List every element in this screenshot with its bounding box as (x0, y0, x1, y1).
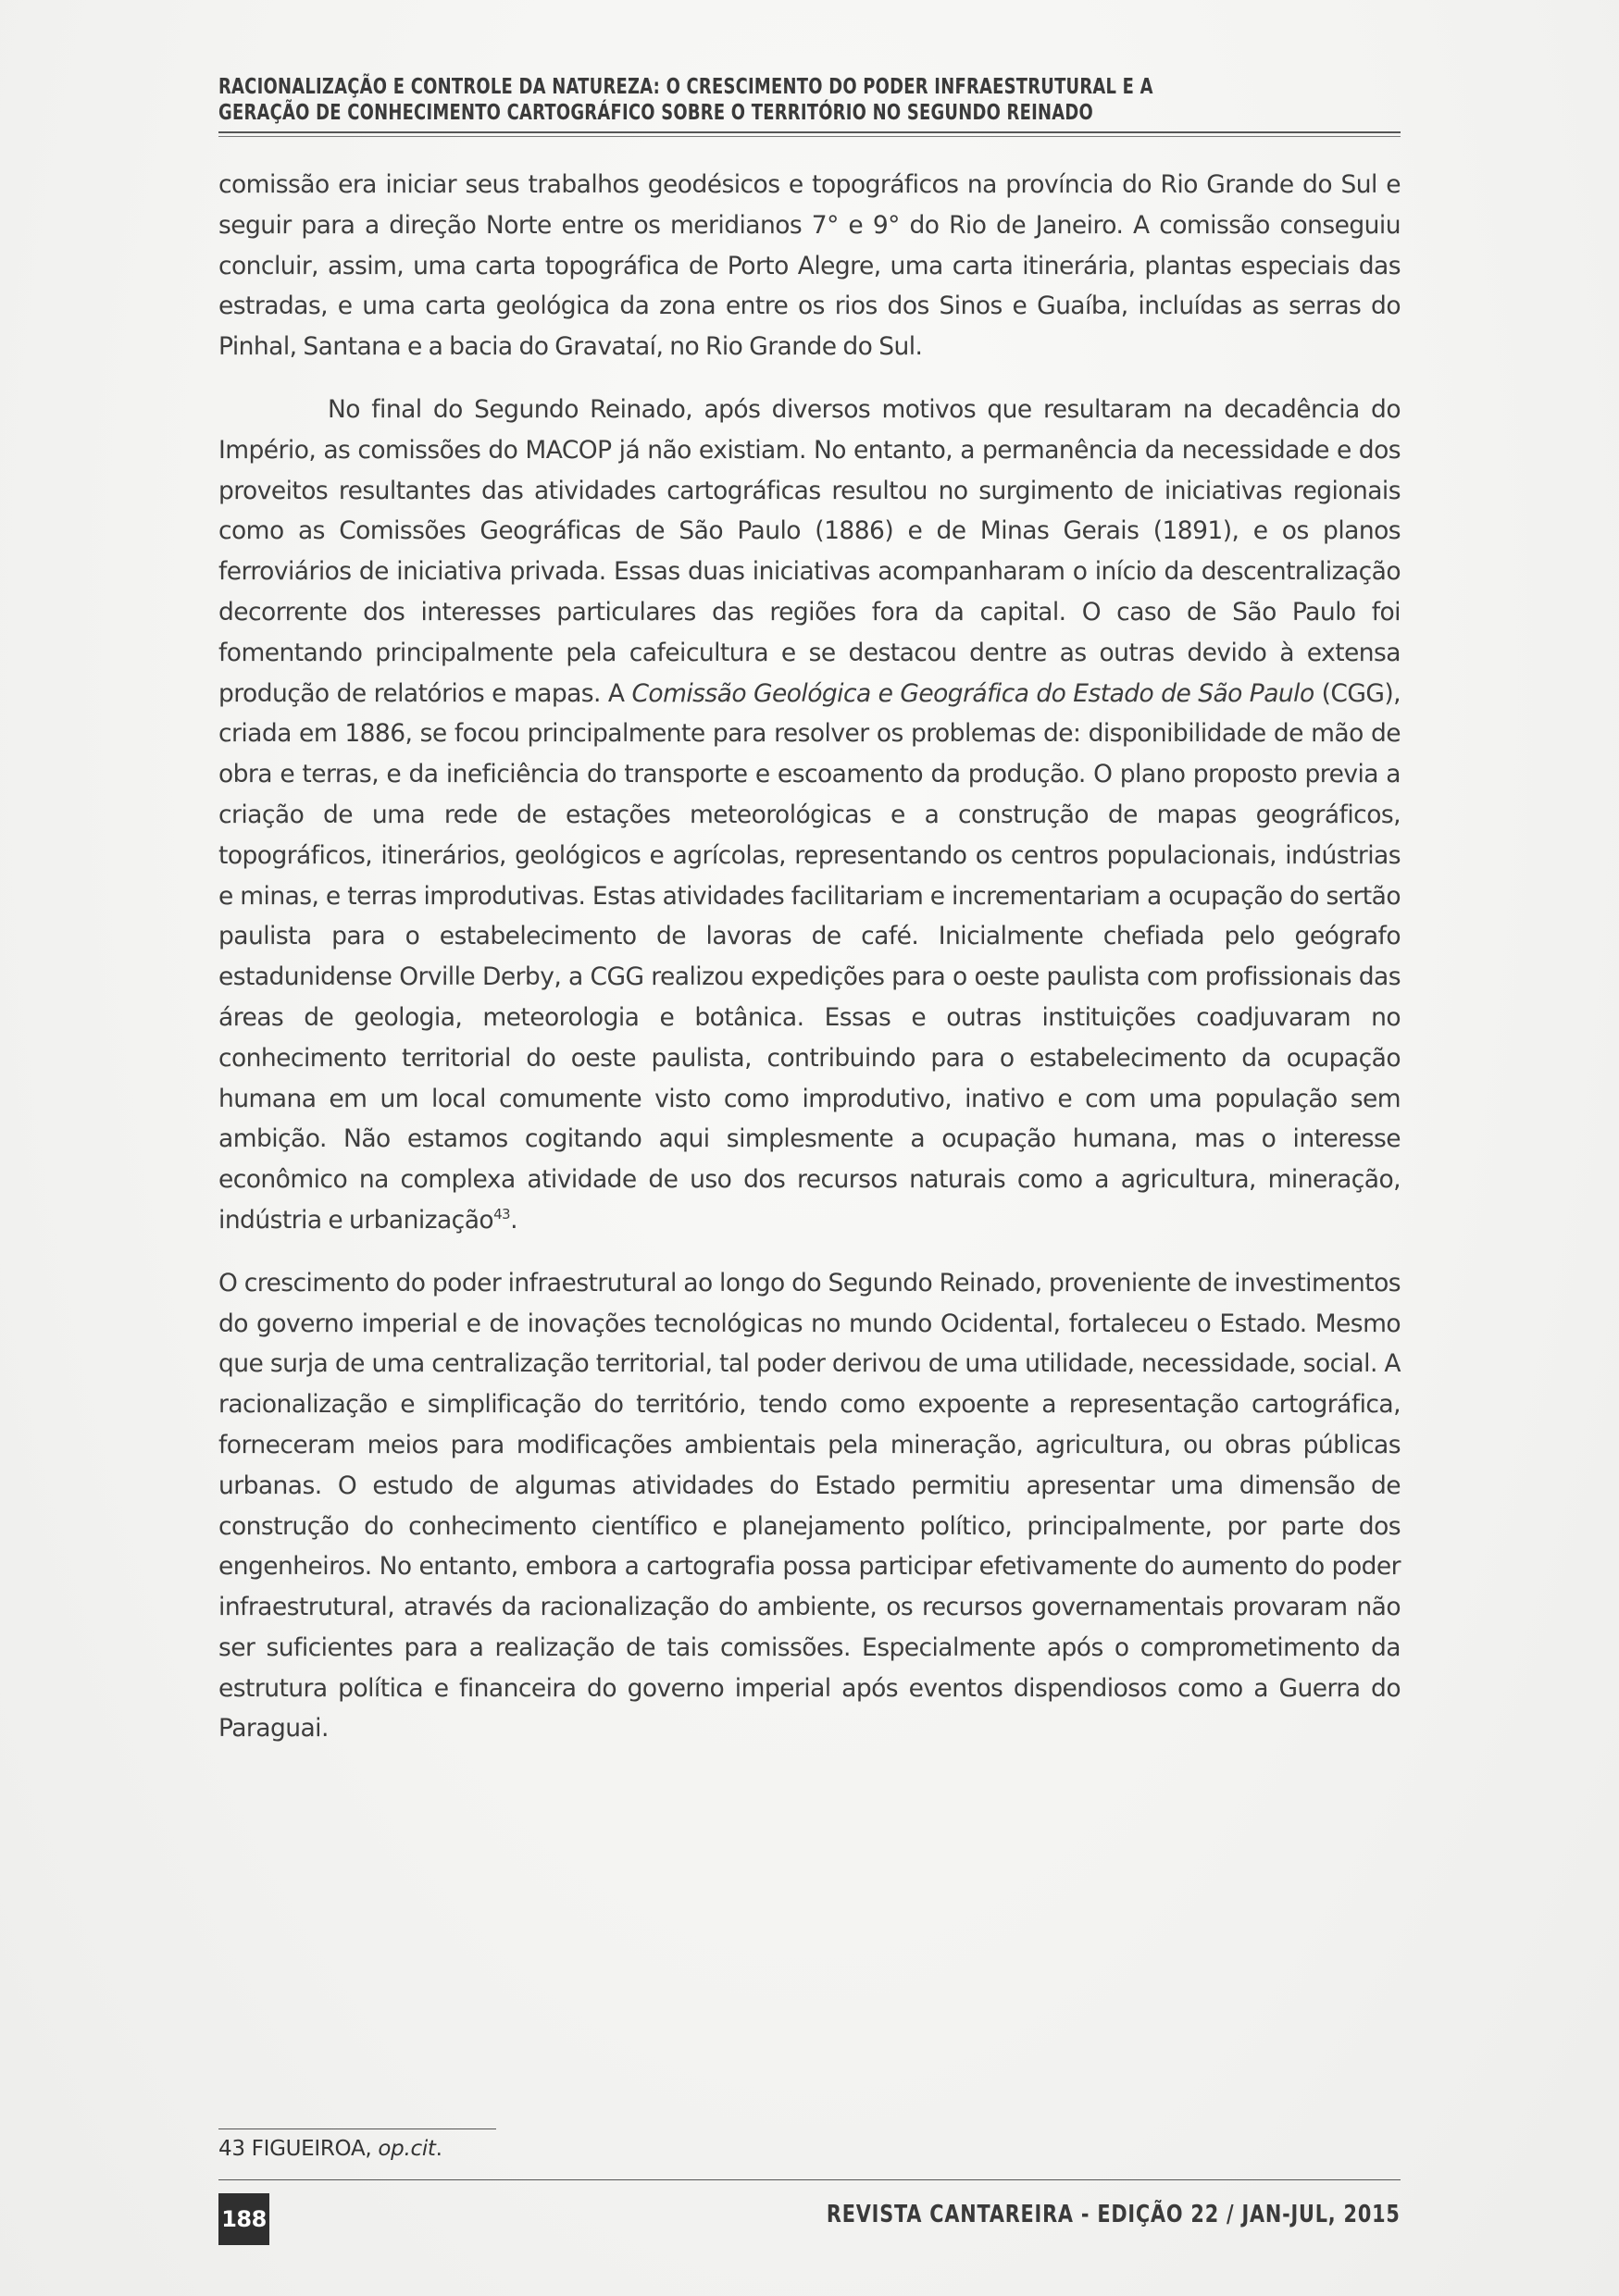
paragraph-1: comissão era iniciar seus trabalhos geodésicos e topográficos na província do Rio Grande do Sul e seguir para a direção Norte entre os meridianos 7° e 9° do Rio de Janeiro. A comissão conseguiu concluir, assim, uma carta topográfica de Porto Alegre, uma carta itinerária, plantas especiais das estradas, e uma carta geológica da zona entre os rios dos Sinos e Guaíba, incluídas as serras do Pinhal, Santana e a bacia do Gravataí, no Rio Grande do Sul. (218, 170, 1401, 362)
footnote-reference-43[interactable]: 43 (493, 1206, 511, 1223)
page-number: 188 (218, 2193, 269, 2245)
paragraph-2 (218, 390, 1401, 1241)
journal-info: REVISTA CANTAREIRA - EDIÇÃO 22 / JAN-JUL, 2015 (827, 2201, 1401, 2228)
paragraph-2-end: . (510, 1205, 517, 1235)
footnote-rule (218, 2128, 496, 2129)
paragraph-3: O crescimento do poder infraestrutural ao longo do Segundo Reinado, proveniente de investimentos do governo imperial e de inovações tecnológicas no mundo Ocidental, fortaleceu o Estado. Mesmo que surja de uma centralização territorial, tal poder derivou de uma utilidade, necessidade, social. A racionalização e simplificação do território, tendo como expoente a representação cartográfica, forneceram meios para modificações ambientais pela mineração, agricultura, ou obras públicas urbanas. O estudo de algumas atividades do Estado permitiu apresentar uma dimensão de construção do conhecimento científico e planejamento político, principalmente, por parte dos engenheiros. No entanto, embora a cartografia possa participar efetivamente do aumento do poder infraestrutural, através da racionalização do ambiente, os recursos governamentais provaram não ser suficientes para a realização de tais comissões. Especialmente após o comprometimento da estrutura política e financeira do governo imperial após eventos dispendiosos como a Guerra do Paraguai. (218, 1268, 1401, 1744)
footnote-43 (218, 2133, 442, 2165)
footnote-end: . (435, 2137, 442, 2161)
header-rule (218, 131, 1401, 133)
running-header (218, 74, 1403, 126)
paragraph-2-text-b: (CGG), criada em 1886, se focou principalmente para resolver os problemas de: disponibilidade de mão de obra e terras, e da ineficiência do transporte e escoamento da produção. O plano proposto previa a criação de uma rede de estações meteorológicas e a construção de mapas geográficos, topográficos, itinerários, geológicos e agrícolas, representando os centros populacionais, indústrias e minas, e terras improdutivas. Estas atividades facilitariam e incrementariam a ocupação do sertão paulista para o estabelecimento de lavoras de café. Inicialmente chefiada pelo geógrafo estadunidense Orville Derby, a CGG realizou expedições para o oeste paulista com profissionais das áreas de geologia, meteorologia e botânica. Essas e outras instituições coadjuvaram no conhecimento territorial do oeste paulista, contribuindo para o estabelecimento da ocupação humana em um local comumente visto como improdutivo, inativo e com uma população sem ambição. Não estamos cogitando aqui simplesmente a ocupação humana, mas o interesse econômico na complexa atividade de uso dos recursos naturais como a agricultura, mineração, indústria e urbanização (218, 678, 1401, 1235)
paragraph-2-text-a: No final do Segundo Reinado, após diversos motivos que resultaram na decadência do Império, as comissões do MACOP já não existiam. No entanto, a permanência da necessidade e dos proveitos resultantes das atividades cartográficas resultou no surgimento de iniciativas regionais como as Comissões Geográficas de São Paulo (1886) e de Minas Gerais (1891), e os planos ferroviários de iniciativa privada. Essas duas iniciativas acompanharam o início da descentralização decorrente dos interesses particulares das regiões fora da capital. O caso de São Paulo foi fomentando principalmente pela cafeicultura e se destacou dentre as outras devido à extensa produção de relatórios e mapas. A (218, 394, 1401, 708)
running-header-line-2: GERAÇÃO DE CONHECIMENTO CARTOGRÁFICO SOBRE O TERRITÓRIO NO SEGUNDO REINADO (218, 101, 1093, 125)
paragraph-2-institution-name: Comissão Geológica e Geográfica do Estado de São Paulo (631, 678, 1314, 708)
header-rule-secondary (218, 136, 1401, 137)
running-header-line-1: RACIONALIZAÇÃO E CONTROLE DA NATUREZA: O CRESCIMENTO DO PODER INFRAESTRUTURAL E A (218, 75, 1153, 99)
body-text (218, 165, 1401, 1749)
footer-rule (218, 2179, 1401, 2180)
footnote-text: 43 FIGUEIROA, (218, 2137, 379, 2161)
footnote-italic: op.cit (378, 2137, 436, 2161)
